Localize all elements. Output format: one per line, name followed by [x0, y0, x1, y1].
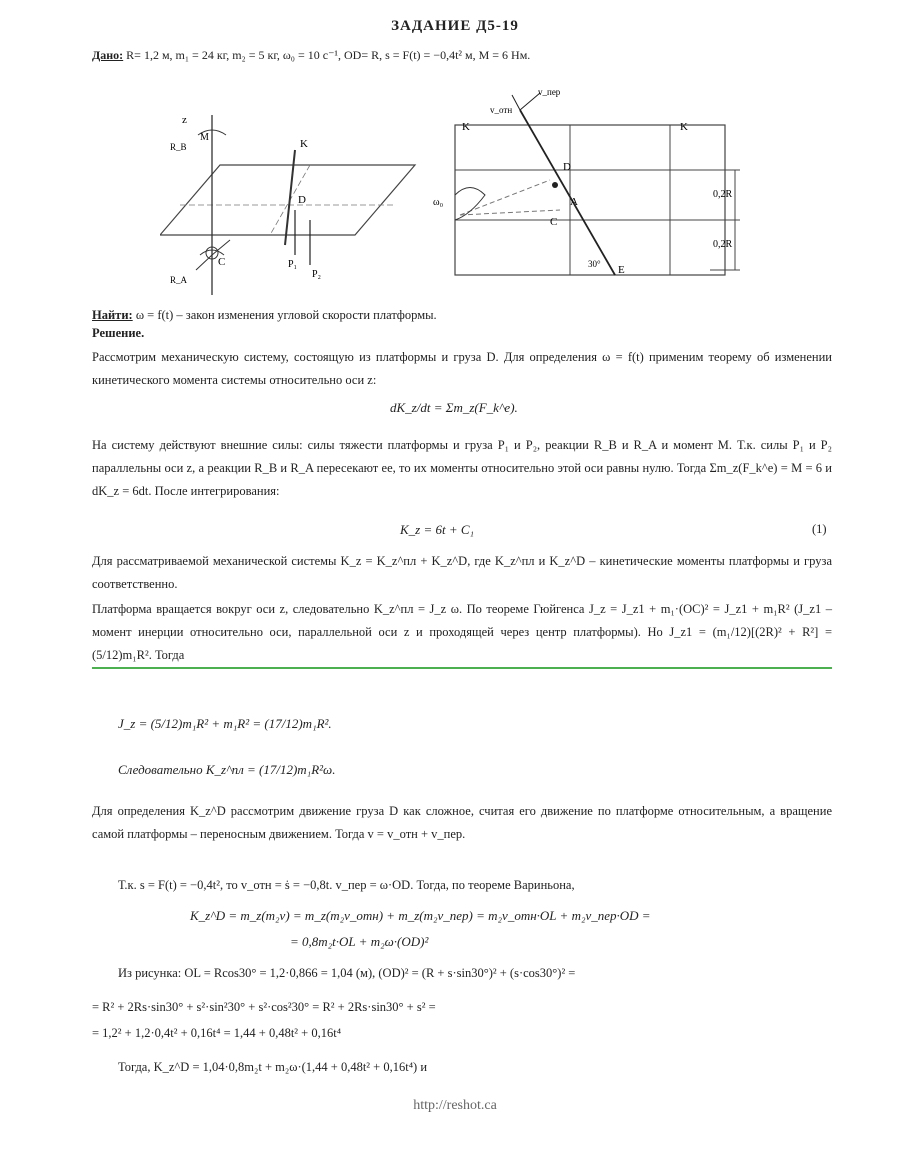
fig-left-label-z: z	[182, 114, 187, 126]
svg-text:A: A	[570, 196, 578, 208]
equation-2-number: (1)	[812, 522, 827, 536]
svg-text:ω₀: ω₀	[433, 197, 444, 208]
paragraph-10: Тогда, K_z^D = 1,04·0,8m₂t + m₂ω·(1,44 + 0,48t² + 0,16t⁴) и	[118, 1060, 428, 1074]
paragraph-5: Для определения K_z^D рассмотрим движение груза D как сложное, считая его движение по платформе относительным, а вращение самой платформы – переносным движением. Тогда v = v_отн + v_пер.	[92, 804, 832, 841]
svg-text:D: D	[298, 194, 306, 206]
equation-1: dK_z/dt = Σm_z(F_k^e).	[390, 400, 518, 415]
svg-text:0,2R: 0,2R	[713, 189, 733, 200]
equation-2: K_z = 6t + C₁	[400, 522, 475, 537]
figure-platform-3d	[160, 105, 430, 305]
svg-text:P₂: P₂	[312, 269, 322, 280]
svg-text:K: K	[300, 138, 308, 150]
equation-5: K_z^D = m_z(m₂v) = m_z(m₂v_отн) + m_z(m₂v_пер) = m₂v_отн·OL + m₂v_пер·OD =	[190, 908, 651, 923]
footer-link[interactable]: http://reshot.ca	[413, 1098, 497, 1113]
paragraph-6: Т.к. s = F(t) = −0,4t², то v_отн = ṡ = −0,8t. v_пер = ω·OD. Тогда, по теореме Вариньона,	[118, 878, 575, 892]
paragraph-8: = R² + 2Rs·sin30° + s²·sin²30° + s²·cos²30° = R² + 2Rs·sin30° + s² =	[92, 1000, 436, 1014]
given-label: Дано:	[92, 48, 124, 62]
solution-label: Решение.	[92, 326, 145, 340]
equation-4: Следовательно K_z^пл = (17/12)m₁R²ω.	[118, 762, 336, 777]
figure-platform-top	[430, 85, 750, 295]
svg-text:30°: 30°	[588, 259, 601, 269]
svg-text:C: C	[218, 256, 226, 268]
svg-text:R_B: R_B	[170, 142, 187, 152]
svg-text:M: M	[200, 132, 209, 143]
svg-text:P₁: P₁	[288, 259, 298, 270]
svg-text:v_отн: v_отн	[490, 105, 513, 115]
paragraph-3: Для рассматриваемой механической системы K_z = K_z^пл + K_z^D, где K_z^пл и K_z^D – кинетические моменты платформы и груза соответственно.	[92, 554, 832, 591]
svg-text:v_пер: v_пер	[538, 87, 561, 97]
given-text: R= 1,2 м, m₁ = 24 кг, m₂ = 5 кг, ω₀ = 10 с⁻¹, OD= R, s = F(t) = −0,4t² м, M = 6 Нм.	[126, 48, 531, 62]
given-line	[92, 48, 852, 63]
find-label: Найти:	[92, 308, 133, 322]
svg-text:E: E	[618, 264, 625, 276]
find-text: ω = f(t) – закон изменения угловой скорости платформы.	[135, 308, 437, 322]
find-line	[92, 308, 437, 323]
svg-text:0,2R: 0,2R	[713, 239, 733, 250]
paragraph-4: Платформа вращается вокруг оси z, следовательно K_z^пл = J_z ω. По теореме Гюйгенса J_z = J_z1 + m₁·(OC)² = J_z1 + m₁R² (J_z1 – момент инерции относительно оси, параллельной оси z и проходящей через центр платформы). Но J_z1 = (m₁/12)[(2R)² + R²] = (5/12)m₁R². Тогда	[92, 598, 832, 669]
svg-text:R_A: R_A	[170, 275, 188, 285]
svg-text:C: C	[550, 216, 558, 228]
equation-3: J_z = (5/12)m₁R² + m₁R² = (17/12)m₁R².	[118, 716, 332, 731]
equation-6: = 0,8m₂t·OL + m₂ω·(OD)²	[290, 934, 429, 949]
paragraph-7: Из рисунка: OL = Rcos30° = 1,2·0,866 = 1,04 (м), (OD)² = (R + s·sin30°)² + (s·cos30°)² =	[118, 966, 576, 980]
svg-text:K: K	[462, 121, 470, 133]
svg-text:D: D	[563, 161, 571, 173]
page-title: ЗАДАНИЕ Д5-19	[391, 18, 519, 34]
paragraph-1: Рассмотрим механическую систему, состоящую из платформы и груза D. Для определения ω = f(t) применим теорему об изменении кинетического момента системы относительно оси z:	[92, 350, 832, 387]
paragraph-9: = 1,2² + 1,2·0,4t² + 0,16t⁴ = 1,44 + 0,48t² + 0,16t⁴	[92, 1026, 342, 1040]
svg-text:K: K	[680, 121, 688, 133]
paragraph-2: На систему действуют внешние силы: силы тяжести платформы и груза P₁ и P₂, реакции R_B и R_A и момент M. Т.к. силы P₁ и P₂ параллельны оси z, а реакции R_B и R_A пересекают ее, то их моменты относительно этой оси равны нулю. Тогда Σm_z(F_k^e) = M = 6 и dK_z = 6dt. После интегрирования:	[92, 438, 832, 498]
